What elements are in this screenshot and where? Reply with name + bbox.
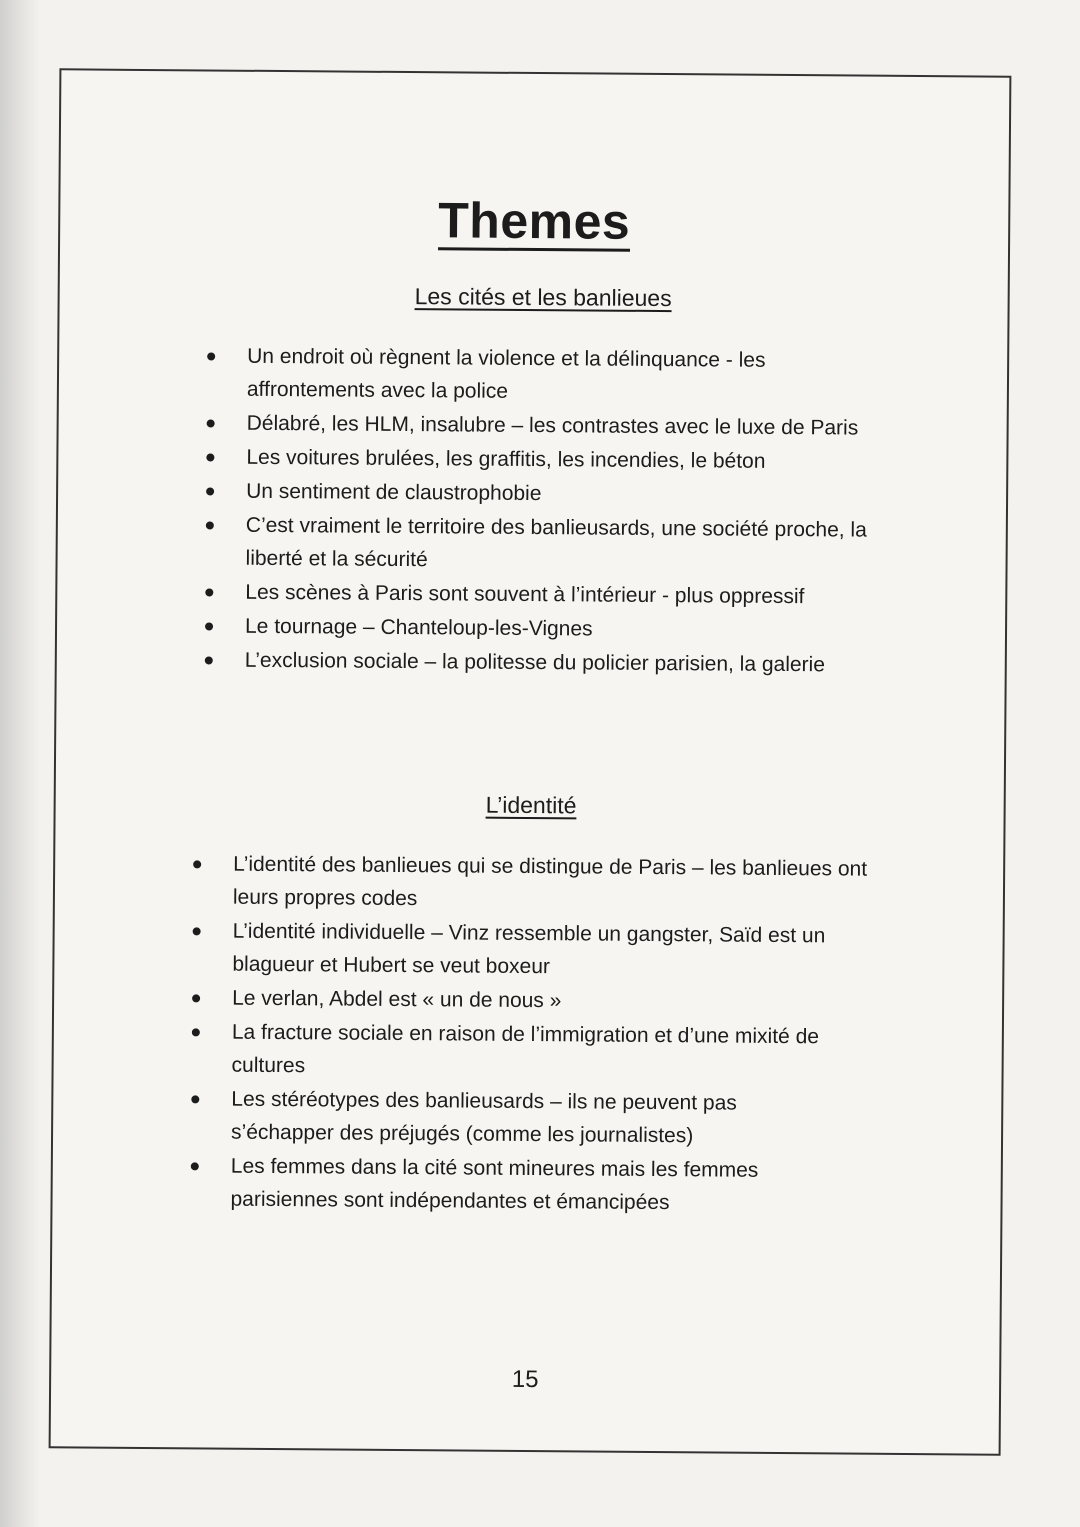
bullet-icon (205, 622, 213, 630)
bullet-icon (206, 487, 214, 495)
bullet-icon (206, 453, 214, 461)
bullet-icon (207, 352, 215, 360)
list-item: Les scènes à Paris sont souvent à l’intérieur - plus oppressif (245, 576, 885, 614)
page-number: 15 (511, 1365, 539, 1394)
list-item: L’identité des banlieues qui se distingue de Paris – les banlieues ont leurs propres codes (233, 848, 898, 919)
list-item: Les stéréotypes des banlieusards – ils ne peuvent pas s’échapper des préjugés (comme les journalistes) (231, 1083, 812, 1154)
list-cites (245, 340, 888, 683)
list-item: C’est vraiment le territoire des banlieusards, une société proche, la liberté et la sécurité (245, 509, 885, 580)
list-item: Le tournage – Chanteloup-les-Vignes (245, 610, 885, 648)
bullet-icon (207, 419, 215, 427)
page-title-text: Themes (438, 192, 631, 250)
bullet-icon (206, 521, 214, 529)
page-frame (49, 68, 1012, 1455)
bullet-icon (205, 656, 213, 664)
section-heading-identite: L’identité (485, 791, 577, 819)
list-item: L’identité individuelle – Vinz ressemble un gangster, Saïd est un blagueur et Hubert se veut boxeur (232, 915, 897, 986)
list-item: Les voitures brulées, les graffitis, les incendies, le béton (246, 441, 886, 479)
bullet-icon (193, 860, 201, 868)
list-item: Un sentiment de claustrophobie (246, 475, 886, 513)
bullet-icon (192, 994, 200, 1002)
section-heading-cites: Les cités et les banlieues (414, 283, 672, 312)
page-edge-shadow (0, 0, 40, 1527)
bullet-icon (193, 927, 201, 935)
list-item: Un endroit où règnent la violence et la délinquance - les affrontements avec la police (247, 340, 887, 411)
list-item: Le verlan, Abdel est « un de nous » (232, 982, 897, 1020)
list-item: Les femmes dans la cité sont mineures mais les femmes parisiennes sont indépendantes et émancipées (230, 1150, 830, 1221)
bullet-icon (205, 588, 213, 596)
list-item: La fracture sociale en raison de l’immigration et d’une mixité de cultures (231, 1016, 896, 1087)
list-item: L’exclusion sociale – la politesse du policier parisien, la galerie (245, 644, 885, 682)
bullet-icon (191, 1162, 199, 1170)
list-item: Délabré, les HLM, insalubre – les contrastes avec le luxe de Paris (247, 407, 887, 445)
bullet-icon (191, 1095, 199, 1103)
list-identite (230, 848, 898, 1222)
page-title (60, 188, 1008, 254)
page-content (51, 70, 1010, 1453)
bullet-icon (192, 1028, 200, 1036)
